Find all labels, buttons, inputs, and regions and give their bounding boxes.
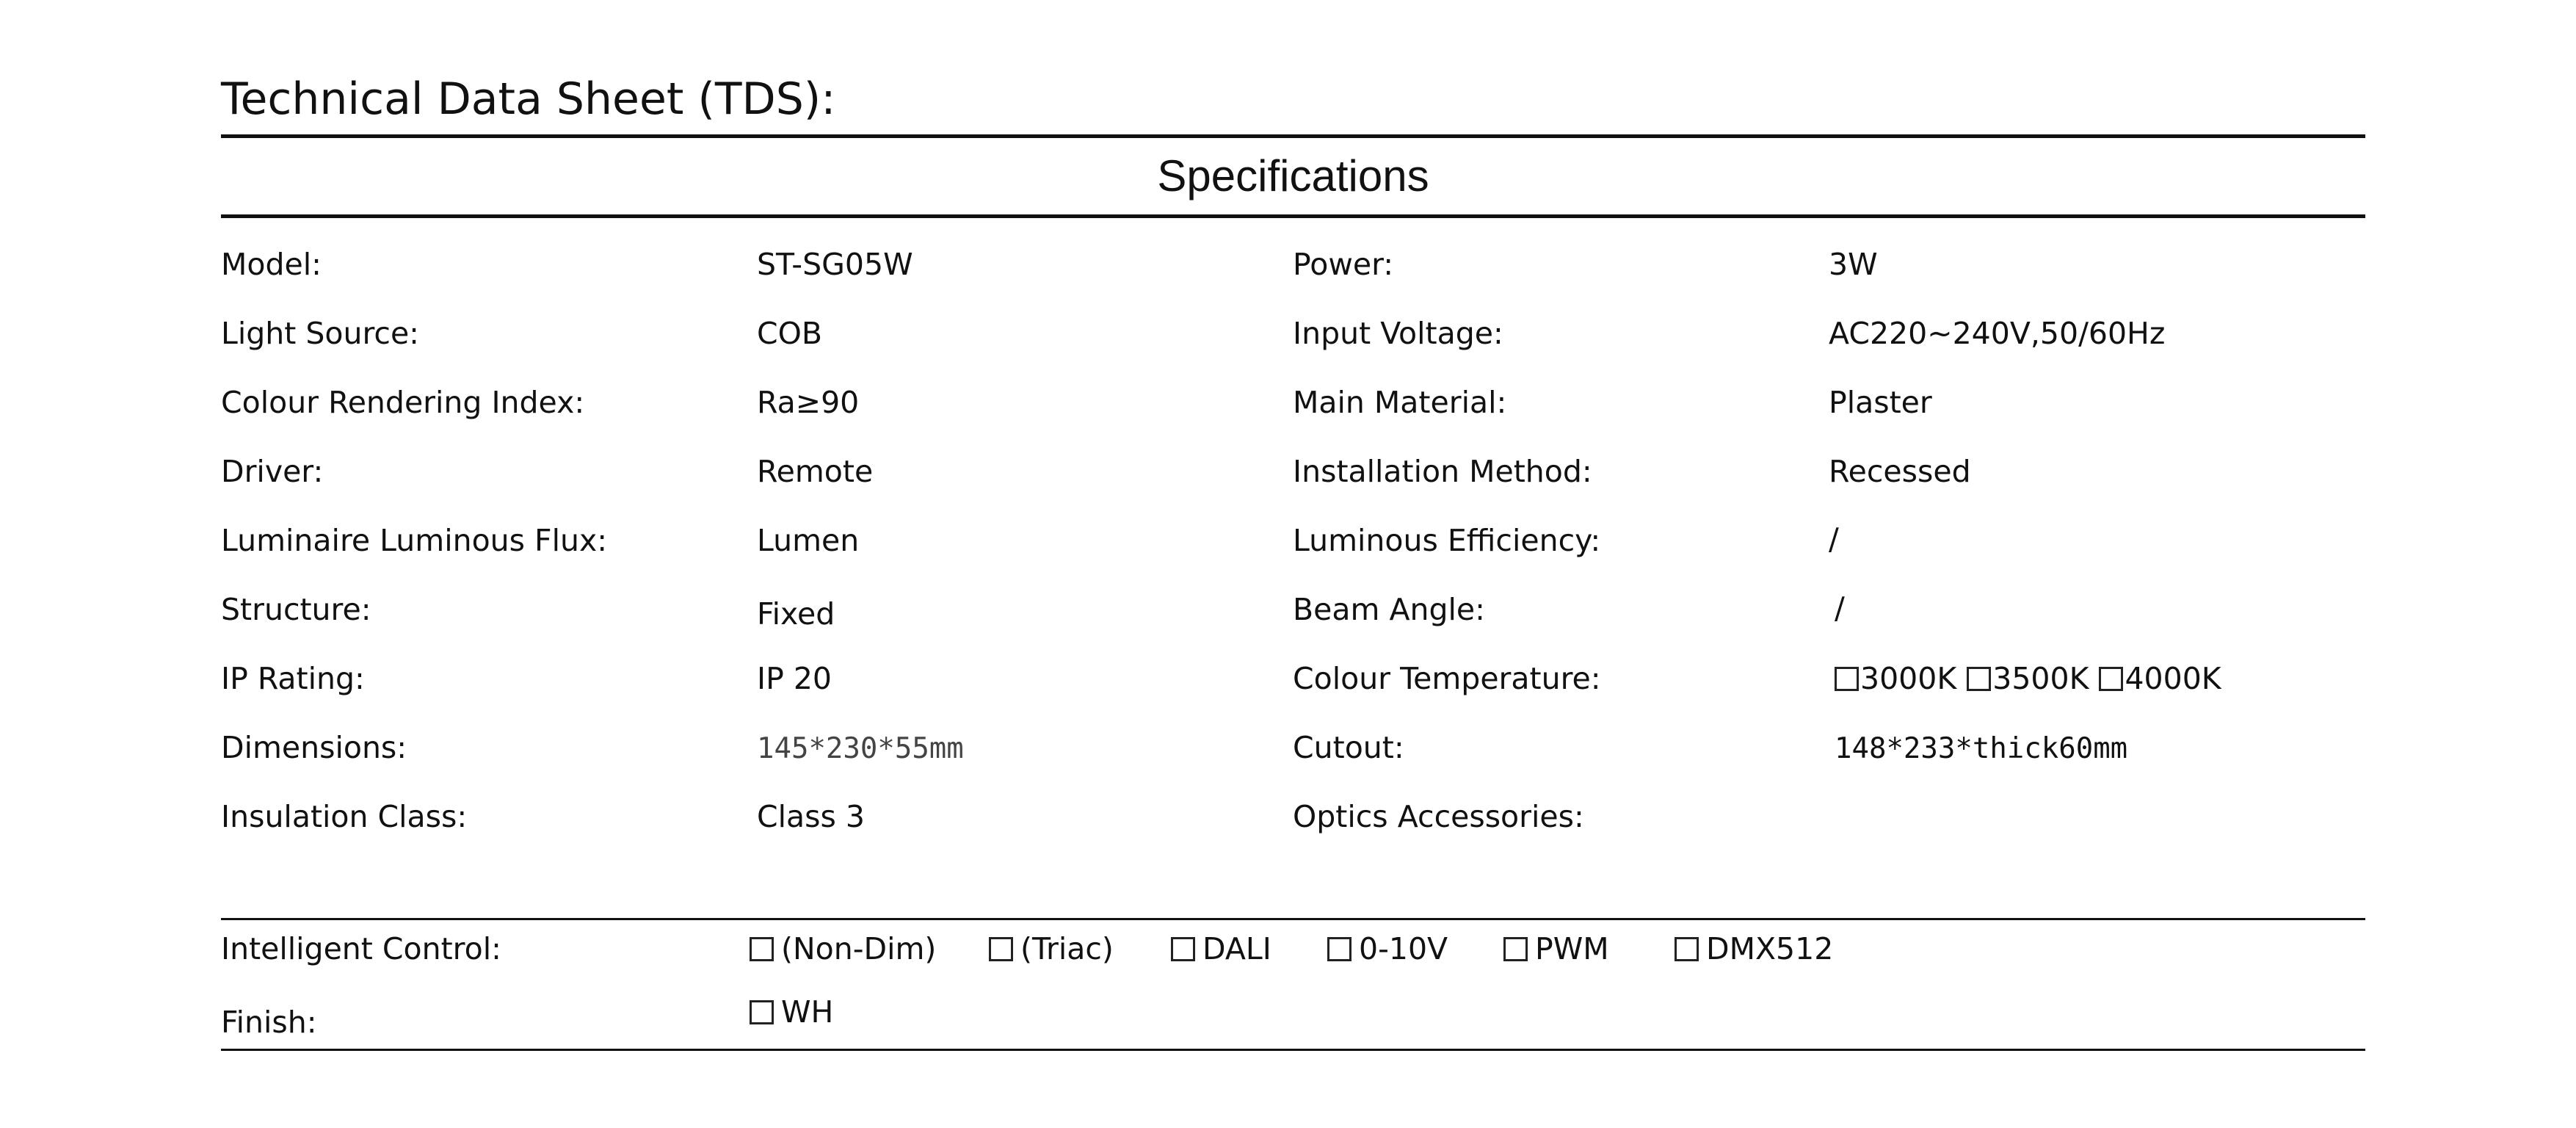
- installation-method-label: Installation Method:: [1293, 454, 1592, 489]
- checkbox-icon[interactable]: [1503, 937, 1528, 961]
- luminous-flux-label: Luminaire Luminous Flux:: [221, 523, 608, 558]
- control-section-top-rule: [221, 918, 2365, 920]
- finish-label: Finish:: [221, 1005, 317, 1040]
- colour-temp-3000k-label: 3000K: [1860, 661, 1957, 696]
- beam-angle-value: /: [1835, 590, 1845, 626]
- control-option-dmx512[interactable]: [1675, 927, 1833, 971]
- control-section-bottom-rule: [221, 1049, 2365, 1051]
- control-option-pwm[interactable]: [1503, 927, 1609, 971]
- checkbox-icon[interactable]: [1835, 667, 1859, 691]
- control-non-dim-label: (Non-Dim): [781, 931, 937, 966]
- driver-value: Remote: [757, 454, 874, 489]
- driver-label: Driver:: [221, 454, 324, 489]
- structure-label: Structure:: [221, 592, 371, 627]
- checkbox-icon[interactable]: [1327, 937, 1352, 961]
- model-label: Model:: [221, 247, 322, 282]
- intelligent-control-label: Intelligent Control:: [221, 931, 501, 966]
- cri-label: Colour Rendering Index:: [221, 385, 585, 420]
- checkbox-icon[interactable]: [1967, 667, 1991, 691]
- checkbox-icon[interactable]: [750, 937, 774, 961]
- cutout-label: Cutout:: [1293, 730, 1404, 765]
- finish-wh-label: WH: [781, 994, 834, 1030]
- colour-temperature-label: Colour Temperature:: [1293, 661, 1601, 696]
- insulation-class-value: Class 3: [757, 799, 865, 834]
- colour-temp-option-3500k[interactable]: [1967, 657, 2089, 701]
- colour-temp-option-4000k[interactable]: [2099, 657, 2221, 701]
- luminous-flux-value: Lumen: [757, 523, 860, 558]
- control-dali-label: DALI: [1202, 931, 1271, 966]
- colour-temp-4000k-label: 4000K: [2125, 661, 2221, 696]
- cri-value: Ra≥90: [757, 385, 860, 420]
- dimensions-value: 145*230*55mm: [757, 732, 964, 765]
- input-voltage-value: AC220~240V,50/60Hz: [1829, 316, 2166, 351]
- colour-temp-3500k-label: 3500K: [1992, 661, 2089, 696]
- control-0-10v-label: 0-10V: [1359, 931, 1448, 966]
- title-rule: [221, 134, 2365, 138]
- colour-temperature-options: [1835, 657, 2232, 701]
- checkbox-icon[interactable]: [750, 1000, 774, 1024]
- checkbox-icon[interactable]: [989, 937, 1013, 961]
- main-material-value: Plaster: [1829, 385, 1932, 420]
- control-option-dali[interactable]: [1171, 927, 1271, 971]
- finish-option-wh[interactable]: [750, 990, 833, 1034]
- checkbox-icon[interactable]: [1171, 937, 1195, 961]
- ip-rating-label: IP Rating:: [221, 661, 365, 696]
- technical-data-sheet: [221, 0, 2365, 1128]
- control-dmx512-label: DMX512: [1706, 931, 1834, 966]
- cutout-value: 148*233*thick60mm: [1835, 732, 2128, 765]
- model-value: ST-SG05W: [757, 247, 913, 282]
- control-option-non-dim[interactable]: [750, 927, 936, 971]
- dimensions-label: Dimensions:: [221, 730, 407, 765]
- luminous-efficiency-label: Luminous Efficiency:: [1293, 523, 1601, 558]
- document-title: Technical Data Sheet (TDS):: [221, 73, 836, 125]
- luminous-efficiency-value: /: [1829, 521, 1839, 557]
- main-material-label: Main Material:: [1293, 385, 1507, 420]
- light-source-label: Light Source:: [221, 316, 419, 351]
- specifications-heading: Specifications: [1157, 151, 1429, 200]
- power-label: Power:: [1293, 247, 1394, 282]
- control-pwm-label: PWM: [1535, 931, 1609, 966]
- control-triac-label: (Triac): [1020, 931, 1114, 966]
- control-option-triac[interactable]: [989, 927, 1114, 971]
- ip-rating-value: IP 20: [757, 661, 832, 696]
- colour-temp-option-3000k[interactable]: [1835, 657, 1956, 701]
- structure-value: Fixed: [757, 596, 835, 632]
- insulation-class-label: Insulation Class:: [221, 799, 468, 834]
- optics-accessories-label: Optics Accessories:: [1293, 799, 1584, 834]
- light-source-value: COB: [757, 316, 823, 351]
- control-option-0-10v[interactable]: [1327, 927, 1448, 971]
- installation-method-value: Recessed: [1829, 454, 1971, 489]
- power-value: 3W: [1829, 247, 1878, 282]
- checkbox-icon[interactable]: [1675, 937, 1699, 961]
- beam-angle-label: Beam Angle:: [1293, 592, 1485, 627]
- input-voltage-label: Input Voltage:: [1293, 316, 1503, 351]
- checkbox-icon[interactable]: [2099, 667, 2123, 691]
- specifications-rule: [221, 214, 2365, 218]
